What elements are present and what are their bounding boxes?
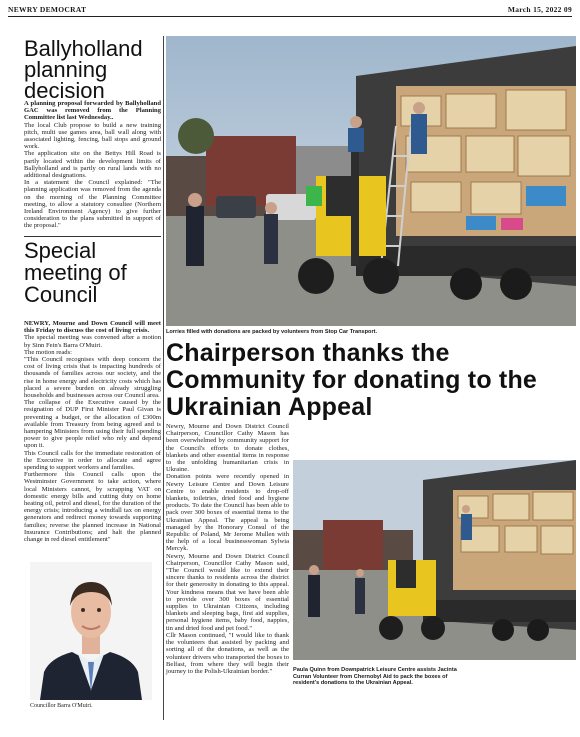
date-page: March 15, 2022 09: [507, 4, 572, 14]
story2-para: The special meeting was convened after a motion by Sinn Fein's Barra O'Muiri.: [24, 334, 161, 349]
masthead: [8, 2, 572, 17]
story3-para: Newry, Mourne and Down District Council Chairperson, Councillor Cathy Mason said, "The Council would like to extend their sincere thanks to residents across the district for their generosity in donating to this appeal. Your kindness means that we have been able to provide over 300 boxes of essential supplies to Ukrainian Citizens, including blankets and sleeping bags, first aid supplies, personal hygiene items, baby food, nappies, tin and dried food and pet food.": [166, 552, 289, 632]
story3-para: Newry, Mourne and Down District Council Chairperson, Councillor Cathy Mason has been overwhelmed by community support for the Council's efforts to donate clothes, blankets and other essential items in response to the unfolding humanitarian crisis in Ukraine.: [166, 423, 289, 474]
story2-body: [24, 320, 161, 543]
story2-para: Furthermore this Council calls upon the Westminster Government to take action, where local Ministers cannot, by scrapping VAT on domestic energy bills and cutting duty on home heating oil, petrol and diesel, for the duration of the energy crisis; introducing a windfall tax on energy generators and redirect money towards supporting families; reverse the planned increase in National Insurance Contributions; and halt the planned change in red diesel entitlement": [24, 471, 161, 544]
story1-headline: Ballyholland planning decision: [24, 36, 143, 103]
paper-name: NEWRY DEMOCRAT: [8, 4, 87, 14]
story2-para: "This Council recognises with deep concern the cost of living crisis that is impacting hundreds of thousands of families across our society, and the rise in home energy and electricity costs which has placed a severe burden on already struggling households and businesses across our Council area.: [24, 356, 161, 400]
packing-photo-caption: Paula Quinn from Downpatrick Leisure Centre assists Jacinta Curran Volunteer from Chernobyl Aid to pack the boxes of resident's donations to the Ukrainian Appeal.: [293, 667, 457, 686]
story3-para: Donation points were recently opened in Newry Leisure Centre and Down Leisure Centre to enable residents to drop-off blankets, toiletries, dried food and hygiene products. To date the Council has been able to pack over 300 boxes of essential items to the Ukrainian Appeal. The appeal is being managed by the Honorary Consul of the Republic of Poland, Mr Jerome Mullen with the help of a local businesswoman Sylwia Mercyk.: [166, 473, 289, 553]
lorry-photo: [166, 36, 576, 326]
story2-para: The motion reads:: [24, 348, 72, 356]
lorry-photo-caption: Lorries filled with donations are packed by volunteers from Stop Car Transport.: [166, 329, 378, 335]
story3-headline: Chairperson thanks the Community for donating to the Ukrainian Appeal: [166, 339, 538, 421]
portrait-image: [30, 562, 152, 700]
story2-lead: NEWRY, Mourne and Down Council will meet this Friday to discuss the cost of living crisis.: [24, 320, 161, 335]
story3-body: [166, 423, 289, 675]
story2-headline: Special meeting of Council: [24, 238, 127, 307]
story1-para: The local Club propose to build a new training pitch, multi use games area, ball wall along with associated lighting, fencing, ball stops and ground work.: [24, 121, 161, 151]
story1-para: In a statement the Council explained: "The planning application was removed from the agenda on the morning of the Planning Committee meeting, to allow a statutory consultee (Northern Ireland Environment Agency) to give further consideration to the plans submitted in support of the proposal.": [24, 179, 161, 230]
portrait-caption: Councillor Barra O'Muiri.: [30, 703, 93, 709]
story1-para: The application site on the Bettys Hill Road is partly located within the development limits of Ballyholland and is partly on rural lands with no additional designations.: [24, 150, 161, 180]
story1-lead: A planning proposal forwarded by Ballyholland GAC was removed from the Planning Committee list last Wednesday..: [24, 100, 161, 122]
portrait-photo: [30, 562, 152, 700]
divider: [24, 236, 161, 237]
packing-image: [293, 460, 576, 660]
column-divider: [163, 36, 164, 720]
story3-para: Cllr Mason continued, "I would like to thank the volunteers that assisted by packing and sorting all of the donations, as well as the volunteer drivers who transported the boxes to Belfast, from where they will begin their journey to the Polish-Ukrainian border.": [166, 631, 289, 675]
story2-para: This Council calls for the immediate restoration of the Executive in order to allocate and agree spending to support workers and families.: [24, 449, 161, 472]
story2-para: The collapse of the Executive caused by the resignation of DUP First Minister Paul Givan is preventing a budget, or the allocation of £300m available from Treasury from being agreed and is hampering Ministers from using their full spending power to give people relief who rely and depend upon it.: [24, 399, 161, 450]
packing-photo: [293, 460, 576, 660]
lorry-image: [166, 36, 576, 326]
story1-body: [24, 100, 161, 230]
